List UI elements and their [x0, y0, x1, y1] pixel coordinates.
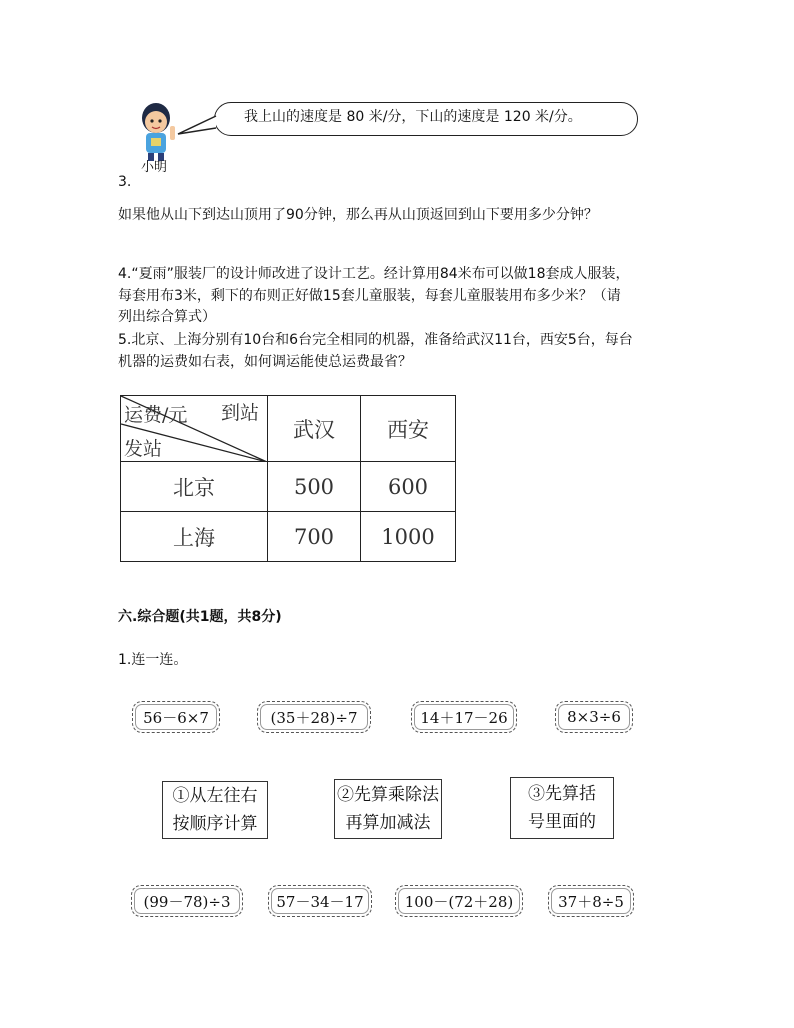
expression-chip[interactable]: 100－(72＋28) [395, 885, 523, 917]
rule-line: 按顺序计算 [172, 814, 258, 834]
expression-chip[interactable]: 57－34－17 [268, 885, 372, 917]
expression-chip[interactable]: 37＋8÷5 [548, 885, 634, 917]
question-5-line-2: 机器的运费如右表，如何调运能使总运费最省？ [118, 354, 412, 370]
expression-chip[interactable]: (99－78)÷3 [131, 885, 243, 917]
corner-label-origin: 发站 [124, 438, 163, 460]
corner-label-destination: 到站 [221, 402, 260, 424]
column-header-xian: 西安 [361, 396, 456, 462]
expression-chip[interactable]: 56－6×7 [132, 701, 220, 733]
expression-chip[interactable]: 14＋17－26 [411, 701, 517, 733]
section-6-heading: 六.综合题(共1题，共8分) [118, 609, 282, 625]
rule-line: 号里面的 [528, 812, 596, 832]
table-cell: 700 [268, 512, 361, 562]
rule-box-brackets-first[interactable] [510, 777, 614, 839]
question-4-line-3: 列出综合算式） [118, 309, 216, 325]
speech-bubble-tail [176, 112, 218, 140]
question-5-line-1: 5.北京、上海分别有10台和6台完全相同的机器，准备给武汉11台，西安5台，每台 [118, 332, 633, 348]
expression-chip[interactable]: (35＋28)÷7 [257, 701, 371, 733]
question-4-line-2: 每套用布3米，剩下的布则正好做15套儿童服装，每套儿童服装用布多少米？（请 [118, 288, 621, 304]
rule-box-multiply-first[interactable] [334, 779, 442, 839]
question-3-text: 如果他从山下到达山顶用了90分钟，那么再从山顶返回到山下要用多少分钟？ [118, 207, 598, 223]
question-3-number: 3. [118, 174, 132, 190]
table-cell: 1000 [361, 512, 456, 562]
table-cell: 500 [268, 462, 361, 512]
column-header-wuhan: 武汉 [268, 396, 361, 462]
rule-line: ①从左往右 [172, 786, 258, 806]
table-cell: 600 [361, 462, 456, 512]
row-label-shanghai: 上海 [121, 512, 268, 562]
row-label-beijing: 北京 [121, 462, 268, 512]
question-6-1-text: 1.连一连。 [118, 652, 188, 668]
question-4-line-1: 4.“夏雨”服装厂的设计师改进了设计工艺。经计算用84米布可以做18套成人服装， [118, 266, 630, 282]
freight-table [120, 395, 456, 562]
rule-box-left-to-right[interactable] [162, 781, 268, 839]
rule-line: ②先算乘除法 [337, 785, 439, 805]
table-corner-cell [121, 396, 268, 462]
boy-name-label: 小明 [141, 160, 168, 175]
corner-label-fee: 运费/元 [124, 404, 188, 426]
expression-chip[interactable]: 8×3÷6 [555, 701, 633, 733]
rule-line: 再算加减法 [345, 813, 431, 833]
rule-line: ③先算括 [528, 784, 596, 804]
speech-bubble-text: 我上山的速度是 80 米/分，下山的速度是 120 米/分。 [244, 109, 582, 125]
